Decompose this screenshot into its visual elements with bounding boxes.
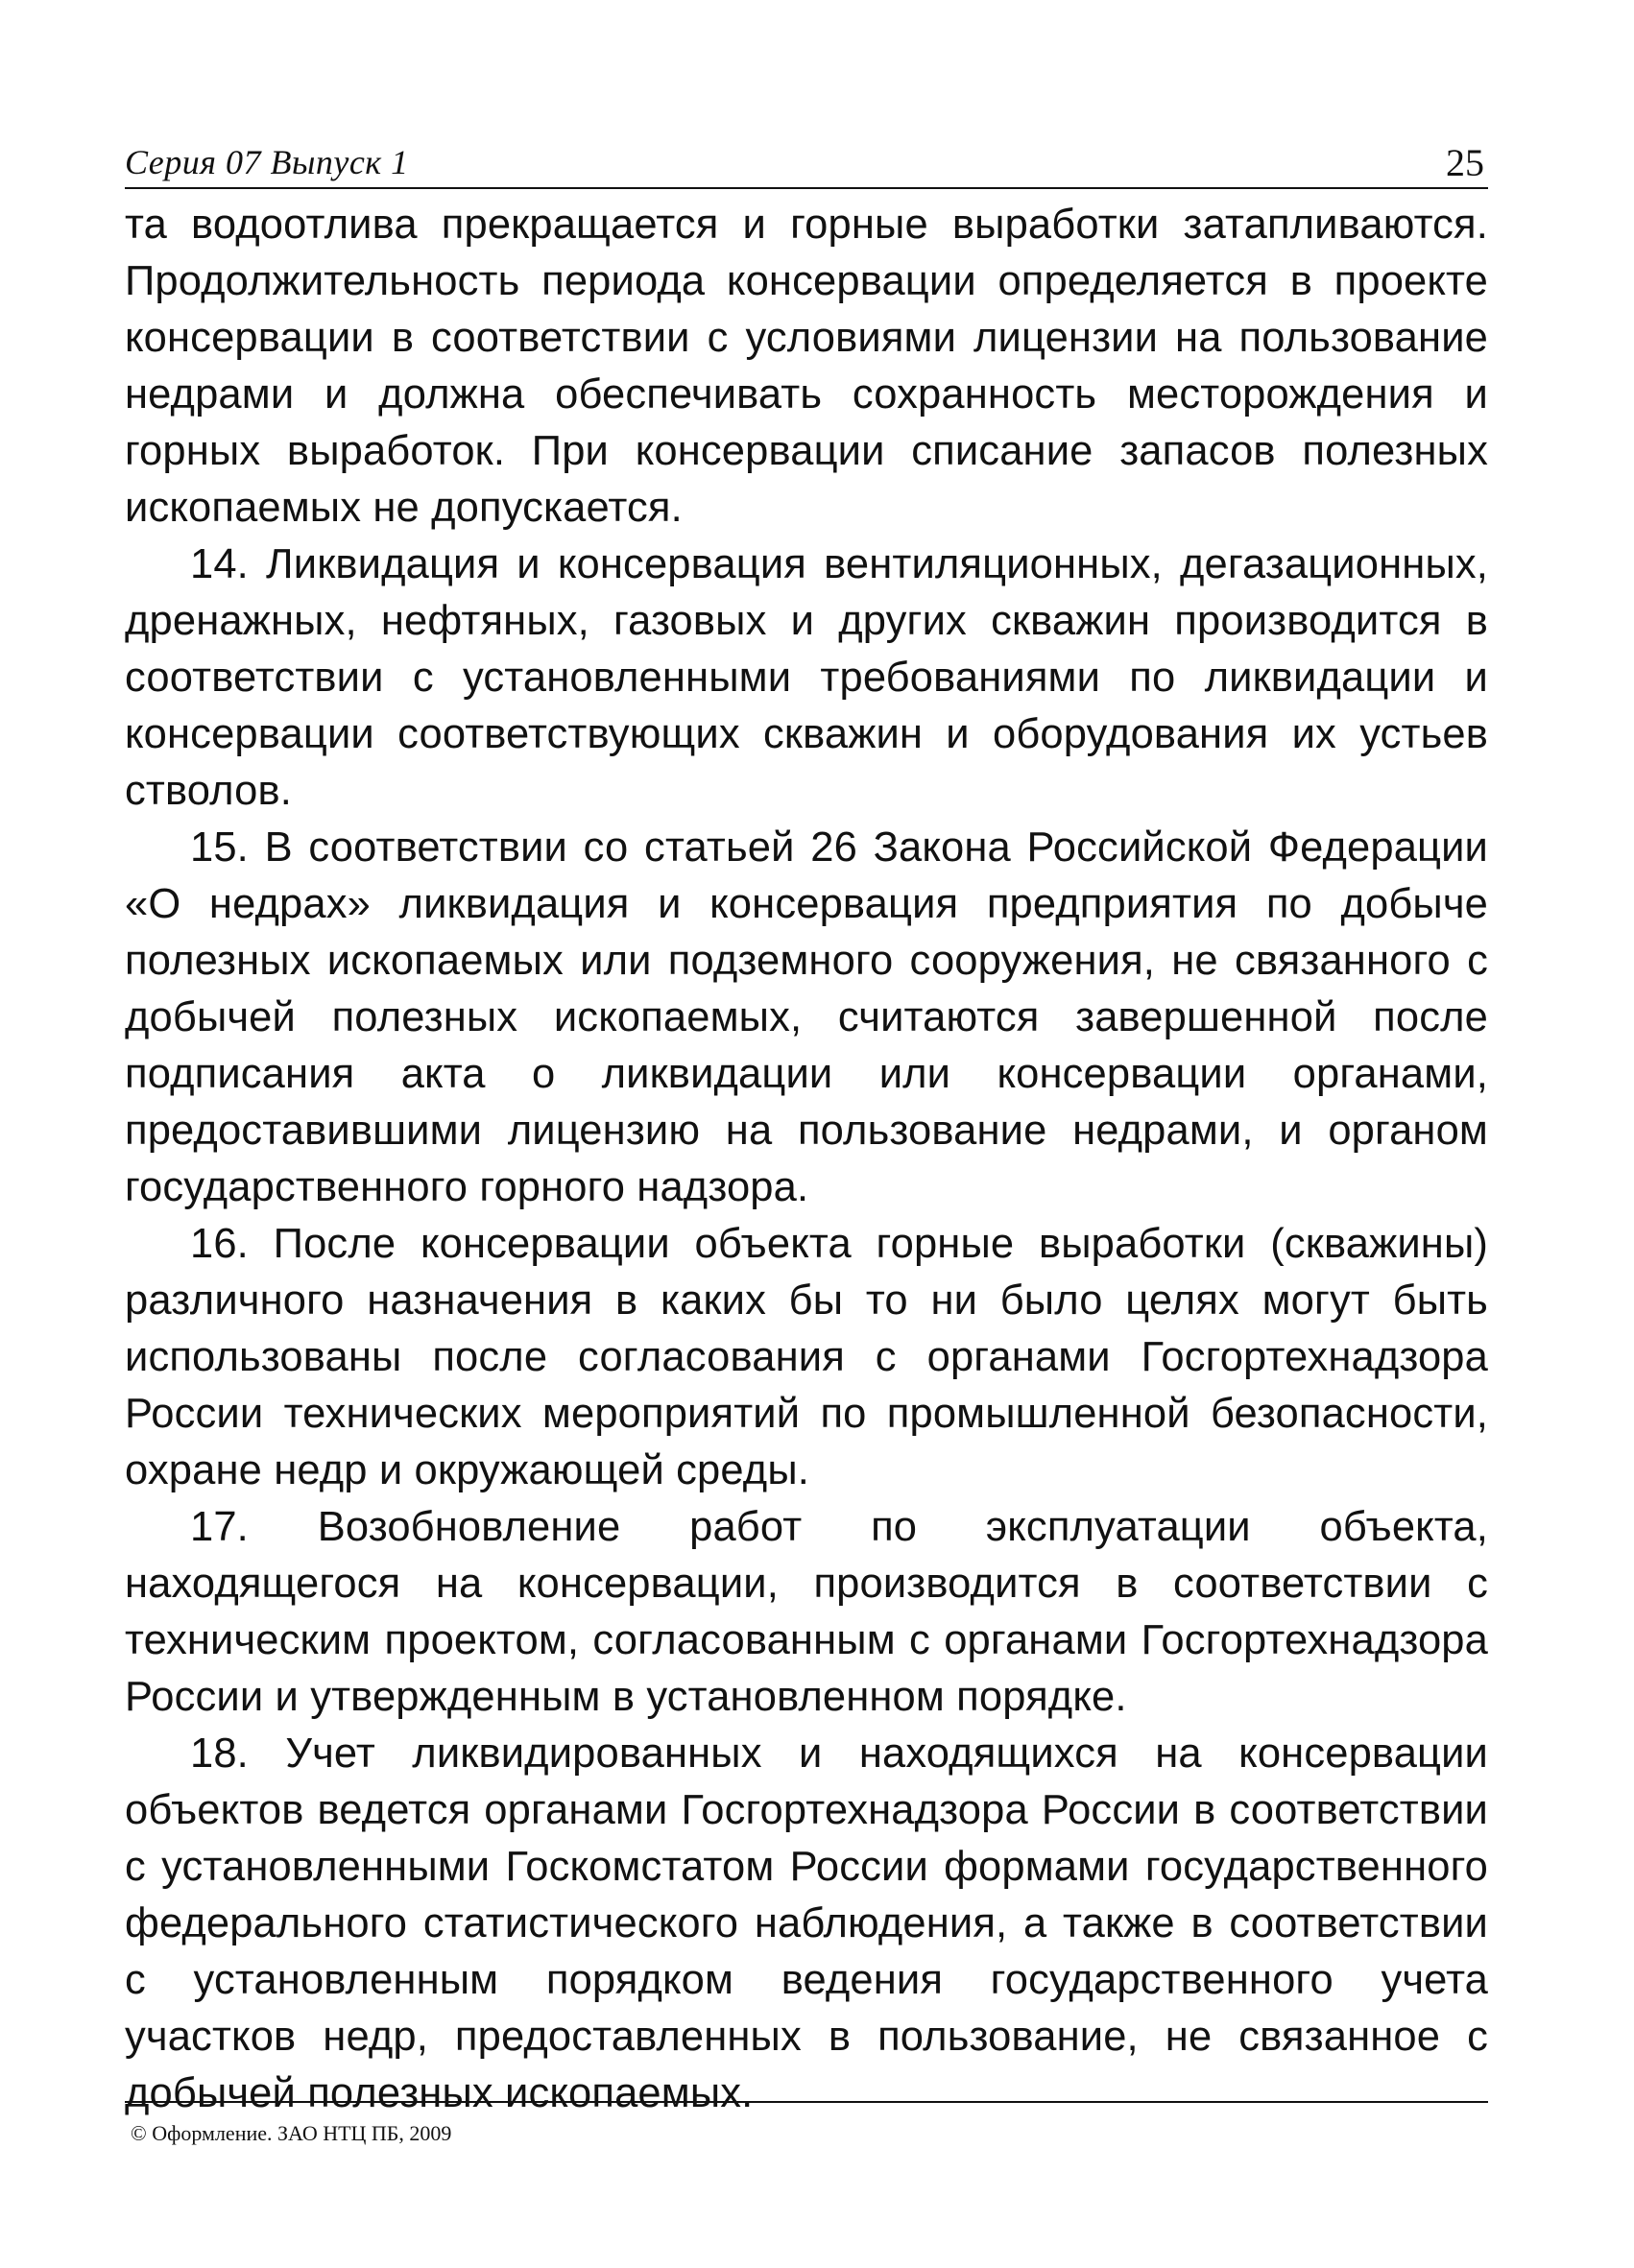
paragraph-item-15: 15. В соответствии со статьей 26 Закона Российской Федерации «О недрах» ликвидация и консервация предприятия по добыче полезных ископаемых или подземного сооружения, не связанного с добычей полезных ископаемых, считаются завершенной после подписания акта о ликвидации или консервации органами, предоставившими лицензию на пользование недрами, и органом государственного горного надзора. — [125, 824, 1488, 1210]
document-body — [125, 197, 1488, 2122]
footer-divider — [125, 2101, 1488, 2103]
paragraph-item-16: 16. После консервации объекта горные выработки (скважины) различного назначения в каких бы то ни было целях могут быть использованы после согласования с органами Госгортехнадзора России технических мероприятий по промышленной безопасности, охране недр и окружающей среды. — [125, 1221, 1488, 1493]
header-divider — [125, 187, 1488, 189]
page-header — [125, 136, 1488, 188]
page-number: 25 — [1446, 141, 1484, 184]
paragraph-item-18: 18. Учет ликвидированных и находящихся на консервации объектов ведется органами Госгортехнадзора России в соответствии с установленными Госкомстатом России формами государственного федерального статистического наблюдения, а также в соответствии с установленным порядком ведения государственного учета участков недр, предоставленных в пользование, не связанное с добычей полезных ископаемых. — [125, 1731, 1488, 2116]
paragraph-continuation: та водоотлива прекращается и горные выработки затапливаются. Продолжительность периода консервации определяется в проекте консервации в соответствии с условиями лицензии на пользование недрами и должна обеспечивать сохранность месторождения и горных выработок. При консервации списание запасов полезных ископаемых не допускается. — [125, 202, 1488, 531]
paragraph-item-14: 14. Ликвидация и консервация вентиляционных, дегазационных, дренажных, нефтяных, газовых и других скважин производится в соответствии с установленными требованиями по ликвидации и консервации соответствующих скважин и оборудования их устьев стволов. — [125, 541, 1488, 814]
footer-copyright: © Оформление. ЗАО НТЦ ПБ, 2009 — [131, 2121, 452, 2145]
paragraph-item-17: 17. Возобновление работ по эксплуатации объекта, находящегося на консервации, производится в соответствии с техническим проектом, согласованным с органами Госгортехнадзора России и утвержденным в установленном порядке. — [125, 1504, 1488, 1720]
series-label: Серия 07 Выпуск 1 — [125, 143, 409, 181]
